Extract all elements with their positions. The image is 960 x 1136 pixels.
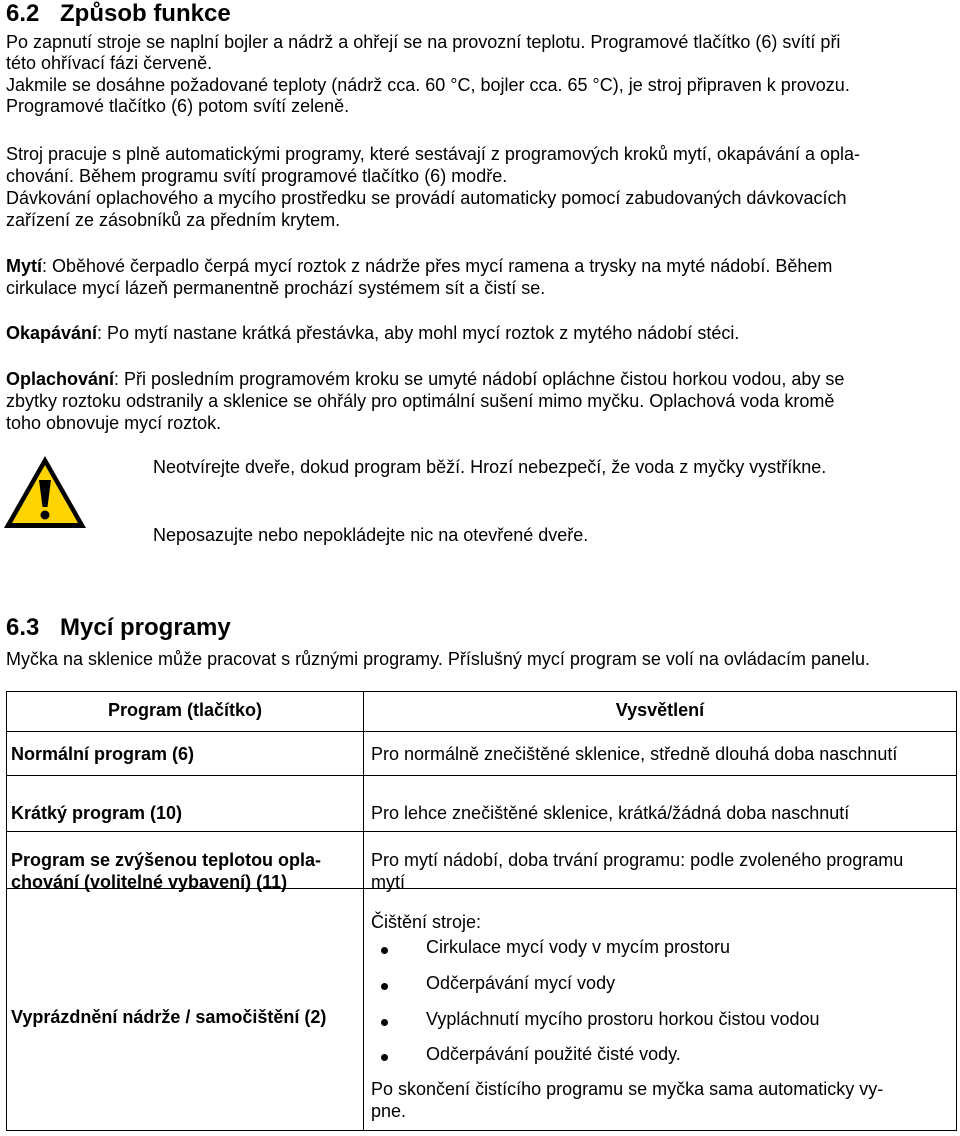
paragraph-line: Po zapnutí stroje se naplní bojler a nádrž a ohřejí se na provozní teplotu. Programové tlačítko (6) svítí při — [6, 32, 841, 52]
bullet-icon — [381, 1048, 391, 1058]
table-cell-program: Normální program (6) — [11, 744, 195, 764]
section-intro: Myčka na sklenice může pracovat s různými programy. Příslušný mycí program se volí na ovládacím panelu. — [6, 649, 870, 669]
list-item: Vypláchnutí mycího prostoru horkou čistou vodou — [426, 1009, 820, 1029]
table-header-program: Program (tlačítko) — [107, 700, 263, 720]
paragraph-line: chování. Během programu svítí programové tlačítko (6) modře. — [6, 166, 508, 186]
paragraph-line: této ohřívací fázi červeně. — [6, 53, 213, 73]
paragraph-text: : Při posledním programovém kroku se umyté nádobí opláchne čistou horkou vodou, aby se — [114, 369, 845, 389]
table-header-explanation: Vysvětlení — [615, 700, 705, 720]
paragraph-line: cirkulace mycí lázeň permanentně prochází systémem sít a čistí se. — [6, 278, 546, 298]
paragraph-line: zařízení ze zásobníků za předním krytem. — [6, 210, 341, 230]
bullet-icon — [381, 941, 391, 951]
table-cell-desc: Po skončení čistícího programu se myčka sama automaticky vy- — [371, 1079, 884, 1099]
paragraph-text: : Po mytí nastane krátká přestávka, aby mohl mycí roztok z mytého nádobí stéci. — [97, 323, 740, 343]
table-cell-program: chování (volitelné vybavení) (11) — [11, 872, 288, 892]
table-cell-program: Krátký program (10) — [11, 803, 183, 823]
section-title: Způsob funkce — [60, 0, 231, 27]
column-divider — [363, 692, 364, 1130]
paragraph-line: zbytky roztoku odstranily a sklenice se ohřály pro optimální sušení mimo myčku. Oplachová voda kromě — [6, 391, 835, 411]
table-cell-desc: pne. — [371, 1101, 407, 1121]
section-title: Mycí programy — [60, 614, 231, 641]
table-cell-desc-intro: Čištění stroje: — [371, 912, 482, 932]
term-myti: Mytí — [6, 256, 42, 276]
table-cell-desc: Pro mytí nádobí, doba trvání programu: podle zvoleného programu — [371, 850, 904, 870]
paragraph-line: Dávkování oplachového a mycího prostředku se provádí automaticky pomocí zabudovaných dávkovacích — [6, 188, 847, 208]
row-divider — [7, 831, 956, 832]
row-divider — [7, 731, 956, 732]
paragraph-oplachovani — [6, 368, 844, 390]
term-oplachovani: Oplachování — [6, 369, 115, 389]
table-cell-program: Vyprázdnění nádrže / samočištění (2) — [11, 1007, 327, 1027]
term-okapavani: Okapávání — [6, 323, 98, 343]
section-heading-6-2 — [6, 0, 231, 28]
bullet-icon — [381, 977, 391, 987]
list-item: Cirkulace mycí vody v mycím prostoru — [426, 937, 731, 957]
paragraph-line: Programové tlačítko (6) potom svítí zeleně. — [6, 96, 350, 116]
table-cell-desc: mytí — [371, 872, 405, 892]
section-number: 6.2 — [6, 0, 40, 27]
paragraph-line: Stroj pracuje s plně automatickými programy, které sestávají z programových kroků mytí, okapávání a opla- — [6, 144, 861, 164]
list-item: Odčerpávání mycí vody — [426, 973, 616, 993]
paragraph-text: : Oběhové čerpadlo čerpá mycí roztok z nádrže přes mycí ramena a trysky na myté nádobí. Během — [42, 256, 833, 276]
paragraph-line: toho obnovuje mycí roztok. — [6, 413, 222, 433]
programs-table — [6, 691, 957, 1131]
paragraph-okapavani — [6, 322, 739, 344]
paragraph-myti — [6, 255, 832, 277]
warning-text: Neposazujte nebo nepokládejte nic na otevřené dveře. — [153, 525, 589, 545]
list-item: Odčerpávání použité čisté vody. — [426, 1044, 681, 1064]
section-heading-6-3 — [6, 614, 231, 642]
table-cell-desc: Pro normálně znečištěné sklenice, středně dlouhá doba naschnutí — [371, 744, 898, 764]
bullet-icon — [381, 1013, 391, 1023]
table-cell-program: Program se zvýšenou teplotou opla- — [11, 850, 322, 870]
paragraph-line: Jakmile se dosáhne požadované teploty (nádrž cca. 60 °C, bojler cca. 65 °C), je stroj připraven k provozu. — [6, 75, 850, 95]
section-number: 6.3 — [6, 614, 40, 641]
warning-text: Neotvírejte dveře, dokud program běží. Hrozí nebezpečí, že voda z myčky vystříkne. — [153, 457, 827, 477]
warning-triangle-icon — [2, 454, 88, 530]
table-cell-desc: Pro lehce znečištěné sklenice, krátká/žádná doba naschnutí — [371, 803, 850, 823]
row-divider — [7, 775, 956, 776]
